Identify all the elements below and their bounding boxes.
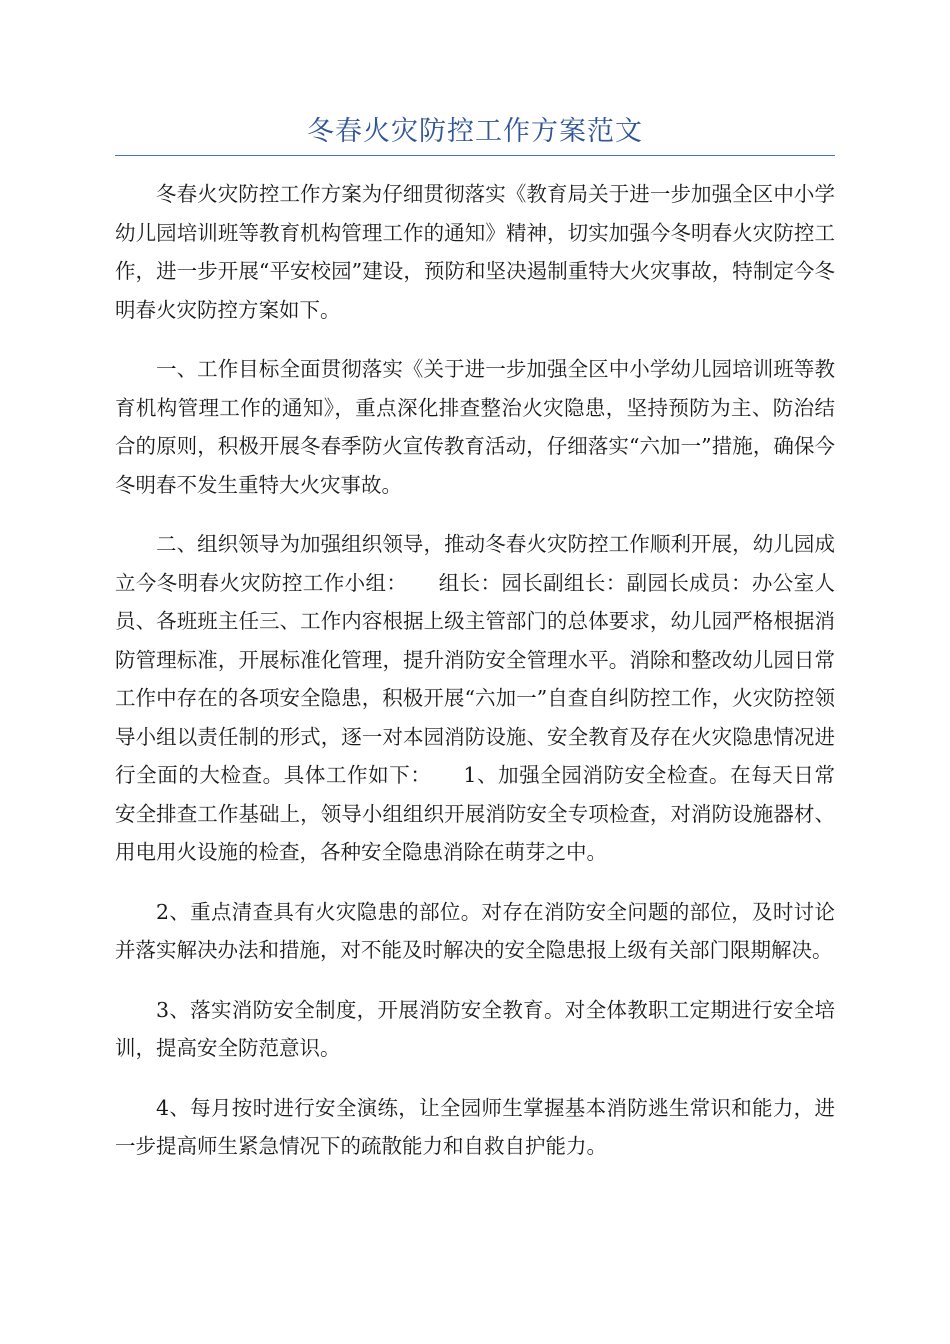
paragraph-item-4: 4、每月按时进行安全演练，让全园师生掌握基本消防逃生常识和能力，进一步提高师生紧急情况下的疏散能力和自救自护能力。 <box>115 1095 835 1158</box>
paragraph-organization: 二、组织领导为加强组织领导，推动冬春火灾防控工作顺利开展，幼儿园成立今冬明春火灾防控工作小组： 组长：园长副组长：副园长成员：办公室人员、各班班主任三、工作内容根据上级主管部门的总体要求，幼儿园严格根据消防管理标准，开展标准化管理，提升消防安全管理水平。消除和整改幼儿园日常工作中存在的各项安全隐患，积极开展“六加一”自查自纠防控工作，火灾防控领导小组以责任制的形式，逐一对本园消防设施、安全教育及存在火灾隐患情况进行全面的大检查。具体工作如下： 1、加强全园消防安全检查。在每天日常安全排查工作基础上，领导小组组织开展消防安全专项检查，对消防设施器材、用电用火设施的检查，各种安全隐患消除在萌芽之中。 <box>115 532 835 864</box>
paragraph-goals: 一、工作目标全面贯彻落实《关于进一步加强全区中小学幼儿园培训班等教育机构管理工作的通知》，重点深化排查整治火灾隐患，坚持预防为主、防治结合的原则，积极开展冬春季防火宣传教育活动，仔细落实“六加一”措施，确保今冬明春不发生重特大火灾事故。 <box>115 357 835 497</box>
title-underline <box>115 155 835 156</box>
paragraph-item-3: 3、落实消防安全制度，开展消防安全教育。对全体教职工定期进行安全培训，提高安全防范意识。 <box>115 997 835 1060</box>
paragraph-item-2: 2、重点清查具有火灾隐患的部位。对存在消防安全问题的部位，及时讨论并落实解决办法和措施，对不能及时解决的安全隐患报上级有关部门限期解决。 <box>115 899 835 962</box>
document-body <box>115 175 835 1187</box>
document-title: 冬春火灾防控工作方案范文 <box>307 116 643 147</box>
paragraph-intro: 冬春火灾防控工作方案为仔细贯彻落实《教育局关于进一步加强全区中小学幼儿园培训班等教育机构管理工作的通知》精神，切实加强今冬明春火灾防控工作，进一步开展“平安校园”建设，预防和坚决遏制重特大火灾事故，特制定今冬明春火灾防控方案如下。 <box>115 182 835 322</box>
